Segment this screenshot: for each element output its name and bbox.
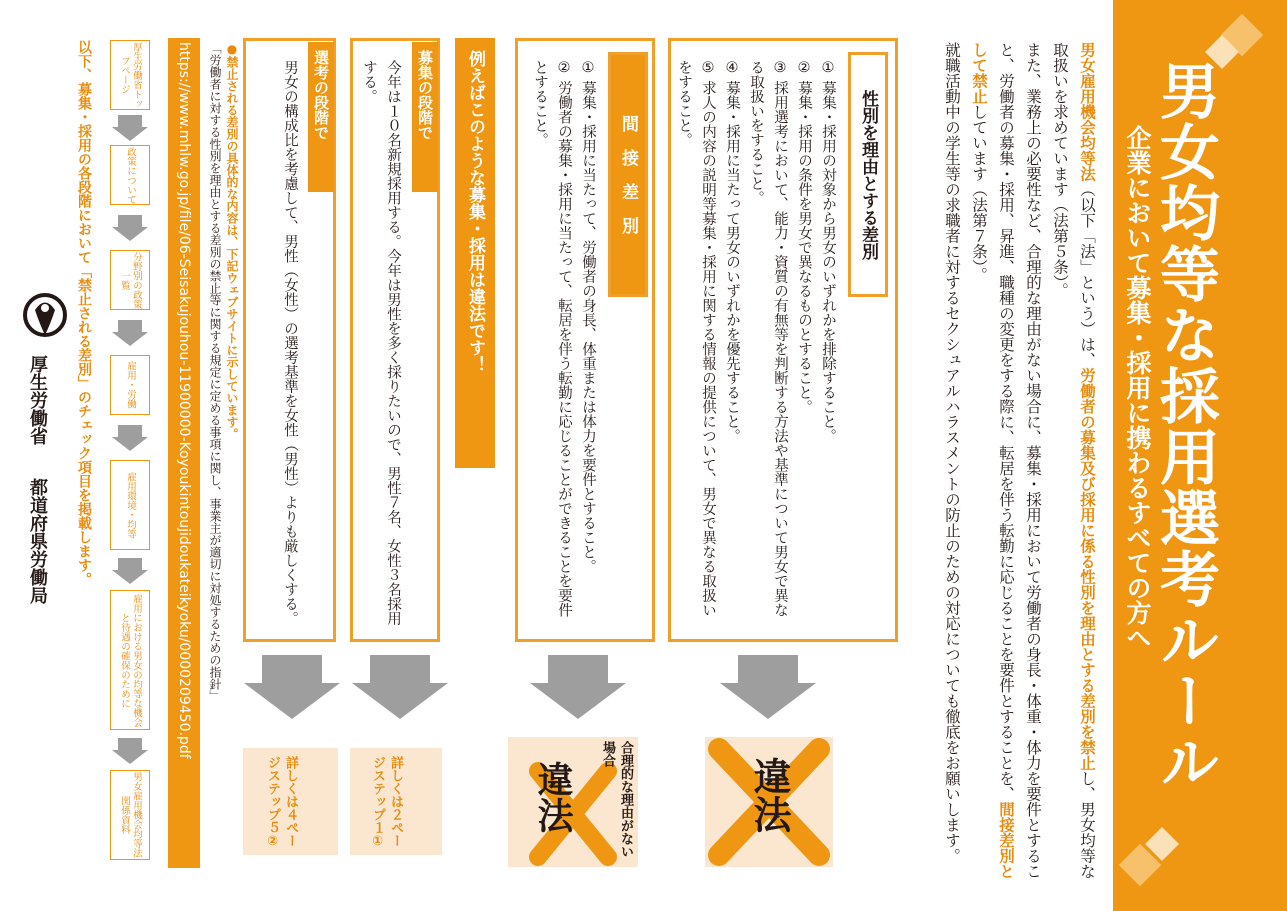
path-arrow-head-1 <box>112 127 148 141</box>
indirect-result-label: 違法 <box>532 761 573 833</box>
path-arrow-1 <box>118 115 142 127</box>
indirect-discrimination-label: 間 接 差 別 <box>608 52 648 297</box>
path-arrow-head-3 <box>112 332 148 346</box>
path-arrow-head-2 <box>112 227 148 241</box>
intro-highlight-1: 労働者の募集及び採用に係る性別を理由とする差別を禁止 <box>1078 367 1096 771</box>
recruit-stage-text: 今年は１０名新規採用する。今年は男性を多く採りたいので、男性７名、女性３名採用する。 <box>361 60 401 626</box>
page-subtitle: 企業において募集・採用に携わるすべての方へ <box>1123 125 1152 650</box>
gender-item-5: ⑤ 求人の内容の説明等募集・採用に関する情報の提供について、男女で異なる取扱いをすること。 <box>676 60 716 618</box>
path-arrow-5 <box>118 558 142 570</box>
path-step-7: 男女雇用機会均等法関係資料 <box>110 770 150 860</box>
selection-stage-text: 男女の構成比を考慮して、男性（女性）の選考基準を女性（男性）よりも厳しくする。 <box>282 60 298 626</box>
path-arrow-head-5 <box>112 570 148 584</box>
recruit-more-box <box>350 748 442 855</box>
recruit-more-text: 詳しくは２ページステップ１① <box>370 756 403 849</box>
gender-item-1: ① 募集・採用の対象から男女のいずれかを排除すること。 <box>820 60 836 444</box>
intro-highlight-2: 間接差別として禁止 <box>970 42 1015 879</box>
selection-more-box <box>243 748 338 855</box>
gender-item-2: ② 募集・採用の条件を男女で異なるものとすること。 <box>796 60 812 415</box>
gender-item-4: ④ 募集・採用に当たって男女のいずれかを優先すること。 <box>724 60 740 444</box>
selection-more-text: 詳しくは４ページステップ５② <box>265 756 298 849</box>
path-arrow-2 <box>118 215 142 227</box>
path-arrow-6 <box>118 738 142 750</box>
path-arrow-head-6 <box>112 750 148 764</box>
web-note-b: 「労働者に対する性別を理由とする差別の禁止等に関する規定に定める事項に関し、事業主が適切に対処するための指針」 <box>208 42 222 702</box>
path-step-5: 雇用環境・均等 <box>110 460 150 550</box>
gender-item-3: ③ 採用選考において、能力・資質の有無等を判断する方法や基準について男女で異なる取扱いをすること。 <box>748 60 788 618</box>
path-arrow-head-4 <box>112 437 148 451</box>
arrow-gender <box>738 655 816 719</box>
intro-p2b: しています（法第７条）。 <box>970 104 988 283</box>
gender-result-label: 違法 <box>747 757 791 833</box>
indirect-result-box <box>508 737 638 867</box>
indirect-discrimination-list <box>525 60 600 630</box>
gender-discrimination-label: 性別を理由とする差別 <box>848 52 888 297</box>
intro-p2a: また、業務上の必要性など、合理的な理由がない場合に、募集・採用において労働者の身長・体重・体力を要件とすること、労働者の募集・採用、昇進、職種の変更をする際に、転居を伴う転勤に応じることを要件とすることを、 <box>997 42 1042 879</box>
path-arrow-3 <box>118 320 142 332</box>
path-step-6: 雇用における男女の均等な機会と待遇の確保のために <box>110 590 150 730</box>
web-note-a: ●禁止される差別の具体的な内容は、下記ウェブサイトに示しています。 <box>225 42 239 440</box>
path-step-1: 厚生労働省トップページ <box>110 40 150 110</box>
arrow-selection <box>262 655 340 719</box>
intro-law-name: 男女雇用機会均等法 <box>1078 42 1096 182</box>
arrow-recruit <box>370 655 448 719</box>
gender-result-box <box>705 737 833 867</box>
selection-stage-label: 選考の段階で <box>308 42 334 192</box>
page-title: 男女均等な採用選考ルール <box>1150 60 1220 792</box>
gender-discrimination-list <box>676 60 840 630</box>
intro-p3: 就職活動中の学生等の求職者に対するセクシュアルハラスメントの防止のための対応についても徹底をお願いします。 <box>943 42 961 864</box>
path-step-4: 雇用・労働 <box>110 355 150 415</box>
recruit-stage-label: 募集の段階で <box>412 42 438 192</box>
indirect-item-1: ① 募集・採用に当たって、労働者の身長、体重または体力を要件とすること。 <box>580 60 596 574</box>
web-note <box>205 42 240 882</box>
path-step-3: 分野別の政策一覧 <box>110 250 150 310</box>
path-step-2: 政策について <box>110 145 150 205</box>
web-url[interactable]: https://www.mhlw.go.jp/file/06-Seisakujouhou-11900000-Koyoukintoujidoukateikyoku/0000209450.pdf <box>168 38 200 868</box>
footer-note: 以下、募集・採用の各段階において「禁止される差別」のチェック項目を掲載します。 <box>76 40 92 586</box>
arrow-indirect <box>548 655 626 719</box>
intro-p1a: （以下「法」という）は、 <box>1078 181 1096 368</box>
path-arrow-4 <box>118 425 142 437</box>
ministry-logo-icon <box>20 290 70 350</box>
indirect-result-note: 合理的な理由がない場合 <box>600 741 633 858</box>
org-ministry: 厚生労働省 <box>27 355 48 445</box>
intro-p1b: し、男女均等な取扱いを求めています（法第５条）。 <box>1051 42 1096 879</box>
indirect-item-2: ② 労働者の募集・採用に当たって、転居を伴う転勤に応じることができることを要件とすること。 <box>532 60 572 618</box>
intro-text <box>905 42 1100 882</box>
org-bureau: 都道府県労働局 <box>27 478 48 604</box>
examples-banner: 例えばこのような募集・採用は違法です！ <box>455 38 495 468</box>
